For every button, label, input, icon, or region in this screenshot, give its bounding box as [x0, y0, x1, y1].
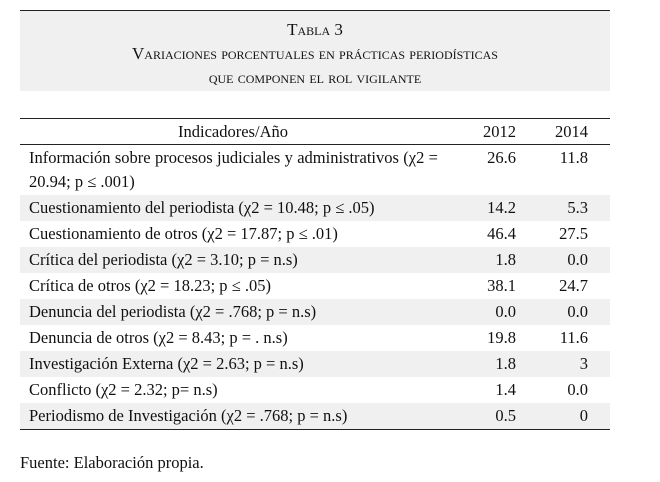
table-row: [20, 403, 610, 430]
indicator-cell: Información sobre procesos judiciales y administrativos (χ2 = 20.94; p ≤ .001): [29, 148, 438, 191]
value-2012-cell: 1.4: [495, 380, 516, 399]
value-2014-cell: 5.3: [567, 198, 588, 217]
value-2012-cell: 1.8: [495, 250, 516, 269]
value-2014-cell: 11.8: [559, 148, 588, 167]
table-label: Tabla 3: [287, 20, 343, 39]
table-row: [20, 325, 610, 351]
header-2012: 2012: [483, 121, 516, 141]
table-row: [20, 195, 610, 221]
table-row: [20, 351, 610, 377]
data-table: [20, 118, 610, 430]
indicator-cell: Denuncia del periodista (χ2 = .768; p = n.s): [29, 302, 317, 321]
header-2014: 2014: [555, 121, 588, 141]
indicator-cell: Cuestionamiento del periodista (χ2 = 10.48; p ≤ .05): [29, 198, 375, 217]
table-row: [20, 273, 610, 299]
table-caption: [20, 10, 610, 91]
value-2012-cell: 19.8: [487, 328, 516, 347]
indicator-cell: Investigación Externa (χ2 = 2.63; p = n.s): [29, 354, 304, 373]
value-2012-cell: 38.1: [487, 276, 516, 295]
value-2014-cell: 3: [579, 354, 588, 373]
value-2012-cell: 14.2: [487, 198, 516, 217]
table-row: [20, 377, 610, 403]
value-2012-cell: 46.4: [487, 224, 516, 243]
value-2014-cell: 11.6: [559, 328, 588, 347]
indicator-cell: Conflicto (χ2 = 2.32; p= n.s): [29, 380, 218, 399]
table-row: [20, 221, 610, 247]
table-header-row: [20, 119, 610, 145]
value-2014-cell: 0.0: [567, 302, 588, 321]
value-2012-cell: 0.5: [495, 406, 516, 425]
indicator-cell: Crítica del periodista (χ2 = 3.10; p = n.s): [29, 250, 298, 269]
value-2012-cell: 1.8: [495, 354, 516, 373]
value-2014-cell: 27.5: [559, 224, 588, 243]
value-2014-cell: 0.0: [567, 250, 588, 269]
value-2012-cell: 26.6: [487, 148, 516, 167]
table-source-note: Fuente: Elaboración propia.: [20, 453, 204, 472]
value-2014-cell: 24.7: [559, 276, 588, 295]
indicator-cell: Denuncia de otros (χ2 = 8.43; p = . n.s): [29, 328, 288, 347]
table-title-line-1: Variaciones porcentuales en prácticas periodísticas: [132, 44, 498, 63]
value-2014-cell: 0.0: [567, 380, 588, 399]
value-2012-cell: 0.0: [495, 302, 516, 321]
indicator-cell: Periodismo de Investigación (χ2 = .768; p = n.s): [29, 406, 348, 425]
table-title-line-2: que componen el rol vigilante: [208, 68, 422, 87]
table-row: [20, 145, 610, 196]
table-row: [20, 247, 610, 273]
indicator-cell: Crítica de otros (χ2 = 18.23; p ≤ .05): [29, 276, 271, 295]
header-indicators: Indicadores/Año: [178, 121, 288, 141]
indicator-cell: Cuestionamiento de otros (χ2 = 17.87; p ≤ .01): [29, 224, 338, 243]
table-row: [20, 299, 610, 325]
data-table-wrapper: [20, 118, 610, 430]
value-2014-cell: 0: [579, 406, 588, 425]
